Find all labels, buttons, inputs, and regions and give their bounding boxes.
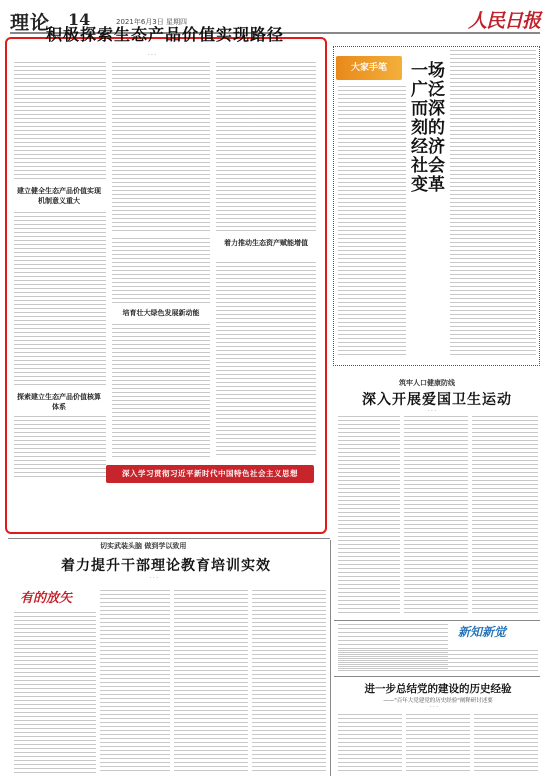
right-article-author: · · · — [428, 408, 436, 414]
feature-subhead: 探索建立生态产品价值核算体系 — [17, 392, 101, 411]
newspaper-logo: 人民日报 — [467, 10, 540, 32]
feature-text-column — [216, 262, 316, 458]
bottom-text-column — [174, 590, 248, 774]
section-name: 理论 — [10, 12, 51, 34]
feature-subhead: 培育壮大绿色发展新动能 — [122, 308, 200, 317]
feature-author: · · · — [148, 52, 156, 58]
feature-text-column — [112, 62, 210, 232]
right-text-column — [404, 416, 468, 616]
right-bottom-subtitle: ——"百年大党建党的历史经验"阐释研讨述要 — [383, 698, 493, 704]
issue-date: 2021年6月3日 星期四 — [116, 18, 187, 26]
bottom-text-column — [252, 590, 326, 774]
right-text-column — [472, 416, 538, 616]
feature-text-column — [112, 324, 210, 458]
right-text-column — [338, 86, 406, 358]
column-logo: 有的放矢 — [20, 591, 73, 606]
right-bottom-title[interactable]: 进一步总结党的建设的历史经验 — [364, 683, 512, 695]
right-article-title[interactable]: 深入开展爱国卫生运动 — [362, 392, 512, 408]
study-banner[interactable]: 深入学习贯彻习近平新时代中国特色社会主义思想 — [106, 465, 314, 483]
column-divider — [330, 540, 331, 776]
right-text-column — [338, 416, 400, 616]
feature-text-column — [14, 416, 106, 478]
page-number: 14 — [68, 10, 91, 29]
right-bottom-author: · · · — [430, 704, 438, 710]
bottom-text-column — [14, 612, 96, 774]
right-article-kicker: 筑牢人口健康防线 — [399, 378, 455, 387]
column-logo: 新知新觉 — [458, 625, 507, 639]
feature-subhead: 着力推动生态资产赋能增值 — [224, 238, 308, 247]
feature-title[interactable]: 积极探索生态产品价值实现路径 — [45, 25, 284, 44]
right-feature-title[interactable]: 一场广泛而深刻的经济社会变革 — [411, 61, 445, 195]
bottom-article-author: · · · — [150, 575, 158, 581]
feature-subhead: 建立健全生态产品价值实现机制意义重大 — [17, 186, 101, 205]
divider — [8, 538, 330, 539]
bottom-article-title[interactable]: 着力提升干部理论教育培训实效 — [61, 558, 271, 574]
divider — [334, 620, 540, 621]
feature-text-column — [112, 238, 210, 304]
right-text-column — [474, 714, 538, 774]
feature-text-column — [14, 62, 106, 182]
right-text-column — [338, 714, 402, 774]
column-tag: 大家手笔 — [336, 56, 402, 80]
bottom-article-kicker: 切实武装头脑 做到学以致用 — [100, 541, 187, 550]
bottom-text-column — [100, 590, 170, 774]
feature-text-column — [14, 212, 106, 388]
feature-text-column — [216, 62, 316, 232]
right-text-column — [406, 714, 470, 774]
divider — [334, 676, 540, 677]
right-text-column — [338, 650, 538, 672]
right-text-column — [450, 50, 536, 358]
